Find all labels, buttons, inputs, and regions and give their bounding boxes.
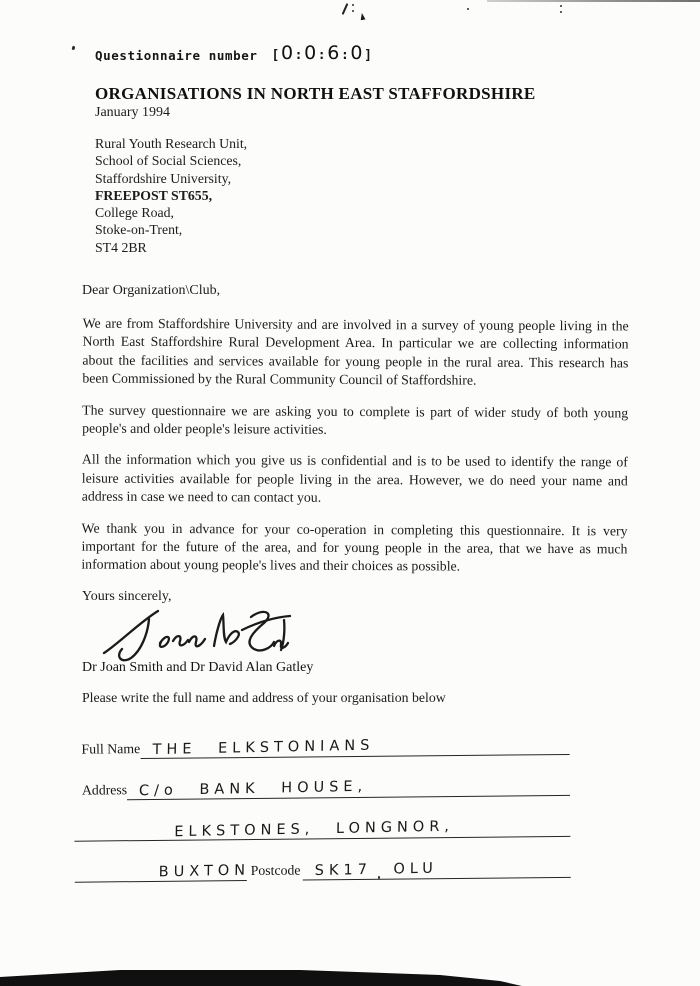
- handwritten-digit: 0: [350, 42, 364, 64]
- digit-separator: :: [340, 47, 350, 63]
- letter-content: [82, 44, 628, 880]
- address-row-1: [82, 755, 570, 801]
- signature-joan-m-smith: [96, 606, 292, 662]
- salutation: Dear Organization\Club,: [82, 283, 221, 299]
- digit-separator: :: [294, 47, 304, 63]
- address-row-2: [74, 796, 570, 842]
- address-handwritten-line2: ELKSTONES, LONGNOR,: [174, 818, 455, 841]
- organisation-form: [81, 713, 629, 882]
- scan-speck: [352, 4, 354, 6]
- sender-address-block: [95, 135, 628, 256]
- body-paragraph: We thank you in advance for your co-operation in completing this questionnaire. It is very important for the future of the area, and for young people in the area, that we have as much information about young people's lives and their choices as possible.: [81, 520, 628, 575]
- body-paragraph: All the information which you give us is confidential and is to be used to identify the range of leisure activities available for people living in the area. However, we do need your name and address in case we need to can contact you.: [81, 452, 628, 506]
- address-label: Address: [81, 782, 128, 798]
- sender-address-line: College Road,: [95, 205, 174, 221]
- sender-address-line: School of Social Sciences,: [95, 153, 242, 169]
- page-title: ORGANISATIONS IN NORTH EAST STAFFORDSHIRE: [95, 84, 536, 103]
- scan-speck: [467, 8, 469, 10]
- full-name-row: [81, 714, 569, 760]
- pen-mark: [359, 13, 365, 21]
- questionnaire-number-value: [272, 44, 373, 66]
- body-paragraph: We are from Staffordshire University and are involved in a survey of young people living in the North East Staffordshire Rural Development Area. In particular we are collecting information about the facilities and services available for young people in the rural area. This research has been Commissioned by the Rural Community Council of Staffordshire.: [82, 315, 629, 388]
- scan-speck: [560, 11, 562, 13]
- handwritten-digit: 0: [280, 42, 294, 64]
- address-field-line2: [74, 796, 570, 842]
- postcode-label: Postcode: [250, 862, 301, 878]
- full-name-label: Full Name: [81, 741, 141, 757]
- address-handwritten-line3: BUXTON: [158, 862, 251, 881]
- handwritten-digit: 0: [304, 42, 317, 64]
- sender-address-line: Stoke-on-Trent,: [95, 222, 183, 238]
- scan-speck: [352, 10, 354, 12]
- postcode-handwritten-value: SK17 OLU: [314, 860, 438, 879]
- full-name-handwritten-value: THE ELKSTONIANS: [152, 737, 375, 759]
- pen-mark: [342, 3, 349, 15]
- bracket-open: [: [271, 47, 280, 63]
- closing: Yours sincerely,: [82, 588, 172, 604]
- address-handwritten-line1: C/o BANK HOUSE,: [139, 778, 368, 800]
- address-row-3: [74, 837, 570, 883]
- letter-body: [81, 315, 628, 578]
- scan-speck: [71, 46, 75, 51]
- sender-address-line: Rural Youth Research Unit,: [95, 136, 248, 151]
- body-paragraph: The survey questionnaire we are asking you to complete is part of wider study of both young people's and older people's leisure activities.: [82, 402, 629, 437]
- questionnaire-number: [95, 44, 628, 66]
- letter-date: January 1994: [95, 105, 171, 120]
- bracket-close: ]: [364, 47, 373, 63]
- handwritten-digit: 6: [327, 42, 340, 64]
- scan-speck: [560, 5, 562, 7]
- scan-edge-line: [487, 0, 700, 2]
- sender-address-line: ST4 2BR: [95, 239, 147, 255]
- address-field-line3: [74, 840, 251, 883]
- sender-address-line: Staffordshire University,: [95, 170, 232, 186]
- address-field-line1: [127, 755, 570, 800]
- full-name-field: [140, 714, 570, 759]
- form-instruction: Please write the full name and address of your organisation below: [82, 689, 446, 705]
- digit-separator: :: [317, 47, 327, 63]
- postcode-field: [302, 837, 571, 881]
- scanner-edge-artifact: [0, 966, 700, 986]
- questionnaire-number-label: Questionnaire number: [95, 47, 258, 63]
- sender-address-line-freepost: FREEPOST ST655,: [95, 187, 213, 203]
- signatories: Dr Joan Smith and Dr David Alan Gatley: [82, 659, 314, 675]
